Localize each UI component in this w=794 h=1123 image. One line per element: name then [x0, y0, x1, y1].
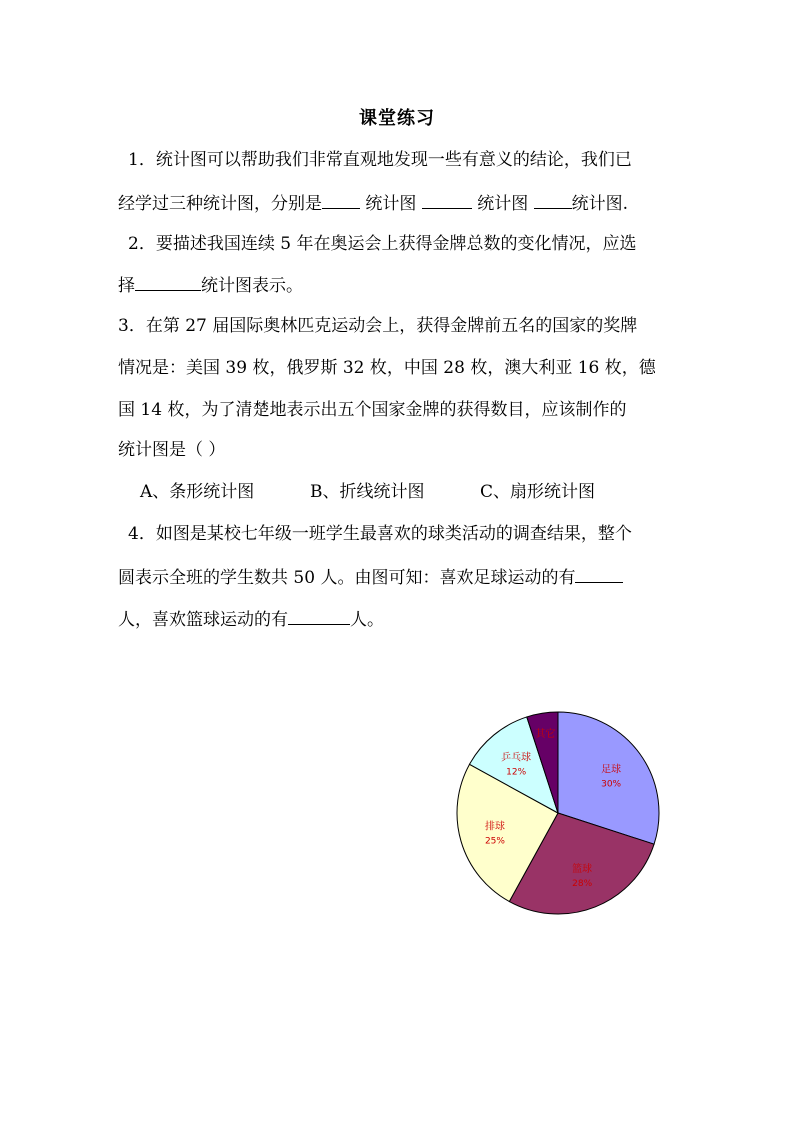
q2-line-1: 2．要描述我国连续 5 年在奥运会上获得金牌总数的变化情况，应选	[128, 234, 637, 254]
q2-blank[interactable]	[135, 272, 201, 291]
q4-blank-football[interactable]	[575, 564, 623, 583]
pie-label-category-3: 乒乓球	[501, 752, 532, 764]
q1-blank-3[interactable]	[534, 190, 572, 209]
q1-blank-2[interactable]	[422, 190, 472, 209]
q3-option-b[interactable]: B、折线统计图	[310, 482, 425, 502]
q4-text-c: 人。	[350, 610, 384, 630]
pie-label-category-2: 排球	[484, 821, 505, 833]
pie-label-percent-1: 28%	[572, 879, 593, 890]
q3-line-1: 3．在第 27 届国际奥林匹克运动会上，获得金牌前五名的国家的奖牌	[118, 316, 638, 336]
q3-options	[140, 480, 595, 504]
q2-text-b: 统计图表示。	[201, 276, 303, 296]
pie-label-category-4: 其它	[535, 729, 556, 741]
q2-text-a: 择	[118, 276, 135, 296]
q3-line-3: 国 14 枚，为了清楚地表示出五个国家金牌的获得数目，应该制作的	[118, 400, 627, 420]
q1-line-2	[118, 190, 678, 216]
q4-line-2	[118, 564, 678, 590]
q1-line-1: 1．统计图可以帮助我们非常直观地发现一些有意义的结论，我们已	[128, 150, 632, 170]
q4-text-a: 圆表示全班的学生数共 50 人。由图可知：喜欢足球运动的有	[118, 568, 576, 588]
q3-option-c[interactable]: C、扇形统计图	[480, 482, 596, 502]
q4-text-b: 人，喜欢篮球运动的有	[118, 610, 288, 630]
pie-label-percent-3: 12%	[506, 767, 527, 778]
q1-text-a: 经学过三种统计图，分别是	[118, 194, 322, 214]
pie-label-percent-0: 30%	[601, 779, 622, 790]
q1-text-b: 统计图	[360, 194, 422, 214]
q4-blank-basketball[interactable]	[288, 606, 350, 625]
q1-blank-1[interactable]	[322, 190, 360, 209]
q2-line-2	[118, 272, 678, 298]
q3-line-4: 统计图是（ ）	[118, 440, 226, 460]
page-title: 课堂练习	[359, 108, 435, 129]
pie-chart	[440, 700, 680, 930]
pie-label-percent-2: 25%	[484, 836, 505, 847]
pie-chart-container	[440, 700, 680, 930]
pie-label-category-1: 篮球	[572, 864, 593, 876]
pie-label-category-0: 足球	[601, 764, 622, 776]
q3-option-a[interactable]: A、条形统计图	[140, 482, 255, 502]
q4-line-3	[118, 606, 678, 632]
q3-line-2: 情况是：美国 39 枚，俄罗斯 32 枚，中国 28 枚，澳大利亚 16 枚，德	[118, 358, 656, 378]
q1-text-c: 统计图	[471, 194, 534, 214]
q4-line-1: 4．如图是某校七年级一班学生最喜欢的球类活动的调查结果，整个	[128, 524, 632, 544]
q1-text-d: 统计图.	[571, 194, 629, 214]
